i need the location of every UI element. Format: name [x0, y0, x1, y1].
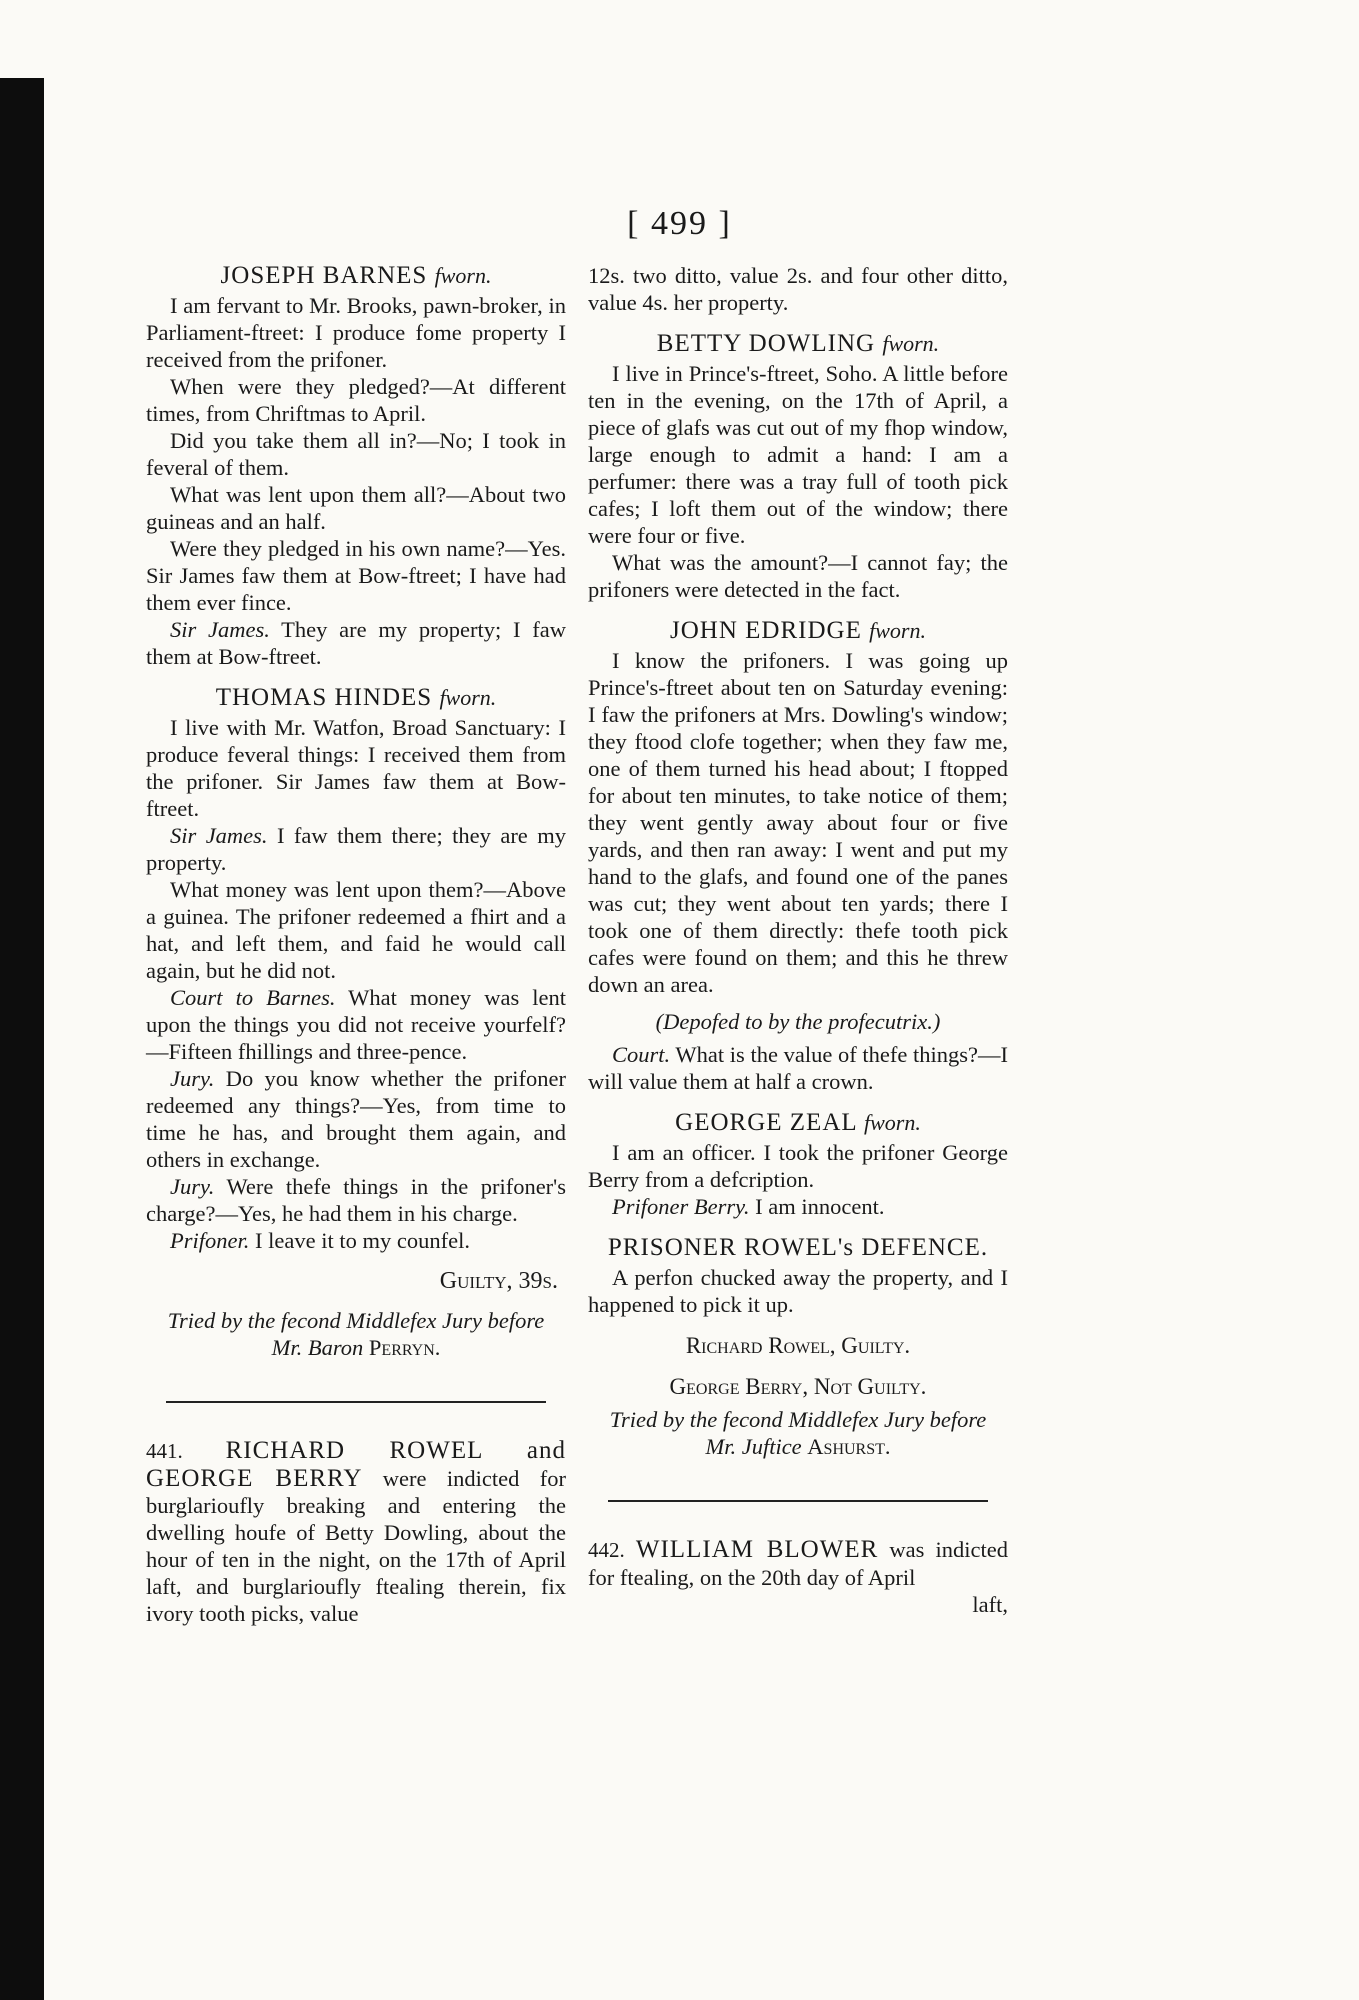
paragraph: Jury. Do you know whether the prifoner redeemed any things?—Yes, from time to time he has, and brought them again, and others in exchange.: [146, 1066, 566, 1172]
speaker-label: Prifoner.: [170, 1228, 250, 1253]
speaker-label: Prifoner Berry.: [612, 1194, 750, 1219]
judge-name: Ashurst.: [807, 1434, 891, 1459]
paragraph: A perfon chucked away the property, and I happened to pick it up.: [588, 1265, 1008, 1317]
paragraph: Sir James. They are my property; I faw them at Bow-ftreet.: [146, 617, 566, 669]
verdict: Richard Rowel, Guilty.: [685, 1333, 911, 1358]
defendant-names: RICHARD ROWEL and GEORGE BERRY: [146, 1437, 566, 1492]
case-number: 442.: [588, 1538, 625, 1562]
defence-heading: PRISONER ROWEL's DEFENCE.: [607, 1234, 989, 1261]
paragraph: Prifoner Berry. I am innocent.: [612, 1194, 885, 1219]
verdict: Guilty, 39s.: [439, 1268, 558, 1294]
speaker-label: Court to Barnes.: [170, 985, 336, 1010]
paragraph: I know the prifoners. I was going up Prince's-ftreet about ten on Saturday evening: I faw the prifoners at Mrs. Dowling's window; they ftood clofe together; when they faw me, one of them turned his head about; I ftopped for about ten minutes, to take notice of them; they went gently away about four or five yards, and then ran away: I went and put my hand to the glafs, and found one of the panes was cut; they went about ten yards; there I took one of them directly: thefe tooth pick cafes were found on them; and this he threw down an area.: [588, 648, 1008, 997]
speaker-label: Court.: [612, 1042, 671, 1067]
witness-heading-zeal: GEORGE ZEAL fworn.: [675, 1109, 921, 1136]
paragraph: When were they pledged?—At different times, from Chriftmas to April.: [146, 374, 566, 426]
speaker-label: Sir James.: [170, 617, 270, 642]
speaker-label: Sir James.: [170, 823, 268, 848]
section-divider: [608, 1500, 988, 1502]
paragraph: Court. What is the value of thefe things?—I will value them at half a crown.: [588, 1042, 1008, 1094]
tried-by-note: Tried by the fecond Middlefex Jury before Mr. Baron Perryn.: [167, 1308, 545, 1360]
case-number: 441.: [146, 1439, 183, 1463]
tried-by-note: Tried by the fecond Middlefex Jury before Mr. Juftice Ashurst.: [609, 1407, 987, 1459]
right-column: [588, 262, 1008, 1618]
paragraph: Did you take them all in?—No; I took in feveral of them.: [146, 428, 566, 480]
speaker-label: Jury.: [170, 1066, 215, 1091]
paragraph: 12s. two ditto, value 2s. and four other ditto, value 4s. her property.: [588, 263, 1008, 315]
paragraph: Court to Barnes. What money was lent upon the things you did not receive yourfelf?—Fifteen fhillings and three-pence.: [146, 985, 567, 1064]
paragraph: I am fervant to Mr. Brooks, pawn-broker, in Parliament-ftreet: I produce fome property I received from the prifoner.: [146, 293, 566, 372]
paragraph: I am an officer. I took the prifoner George Berry from a defcription.: [588, 1140, 1008, 1192]
paragraph: What money was lent upon them?—Above a guinea. The prifoner redeemed a fhirt and a hat, and left them, and faid he would call again, but he did not.: [146, 877, 566, 983]
binding-edge: [0, 78, 44, 2000]
witness-heading-barnes: JOSEPH BARNES fworn.: [220, 262, 492, 289]
section-divider: [166, 1401, 546, 1403]
witness-heading-hindes: THOMAS HINDES fworn.: [215, 684, 497, 711]
paragraph: I live in Prince's-ftreet, Soho. A little before ten in the evening, on the 17th of April, a piece of glafs was cut out of my fhop window, large enough to admit a hand: I am a perfumer: there was a tray full of tooth pick cafes; I loft them out of the window; there were four or five.: [588, 361, 1008, 548]
paragraph: What was lent upon them all?—About two guineas and an half.: [146, 482, 566, 534]
paragraph: I live with Mr. Watfon, Broad Sanctuary: I produce feveral things: I received them from the prifoner. Sir James faw them at Bow-ftreet.: [146, 715, 566, 821]
case-441-opening: 441. RICHARD ROWEL and GEORGE BERRY were indicted for burglarioufly breaking and entering the dwelling houfe of Betty Dowling, about the hour of ten in the night, on the 17th of April laft, and burglarioufly ftealing therein, fix ivory tooth picks, value: [146, 1437, 566, 1626]
catchword: laft,: [972, 1592, 1008, 1617]
witness-heading-edridge: JOHN EDRIDGE fworn.: [670, 617, 926, 644]
paragraph: Were they pledged in his own name?—Yes. Sir James faw them at Bow-ftreet; I have had them ever fince.: [146, 536, 566, 615]
paragraph: Jury. Were thefe things in the prifoner's charge?—Yes, he had them in his charge.: [146, 1174, 566, 1226]
defendant-names: WILLIAM BLOWER: [635, 1536, 879, 1563]
case-442-opening: 442. WILLIAM BLOWER was indicted for ftealing, on the 20th day of April: [588, 1536, 1009, 1590]
judge-name: Perryn.: [368, 1335, 441, 1360]
deposed-note: (Depofed to by the profecutrix.): [655, 1009, 941, 1034]
verdict: George Berry, Not Guilty.: [669, 1374, 927, 1399]
witness-heading-dowling: BETTY DOWLING fworn.: [656, 330, 940, 357]
page-number: [ 499 ]: [627, 205, 732, 242]
paragraph: Prifoner. I leave it to my counfel.: [170, 1228, 470, 1253]
paragraph: What was the amount?—I cannot fay; the prifoners were detected in the fact.: [588, 550, 1008, 602]
left-column: [146, 262, 566, 1627]
paragraph: Sir James. I faw them there; they are my property.: [146, 823, 566, 875]
speaker-label: Jury.: [170, 1174, 215, 1199]
